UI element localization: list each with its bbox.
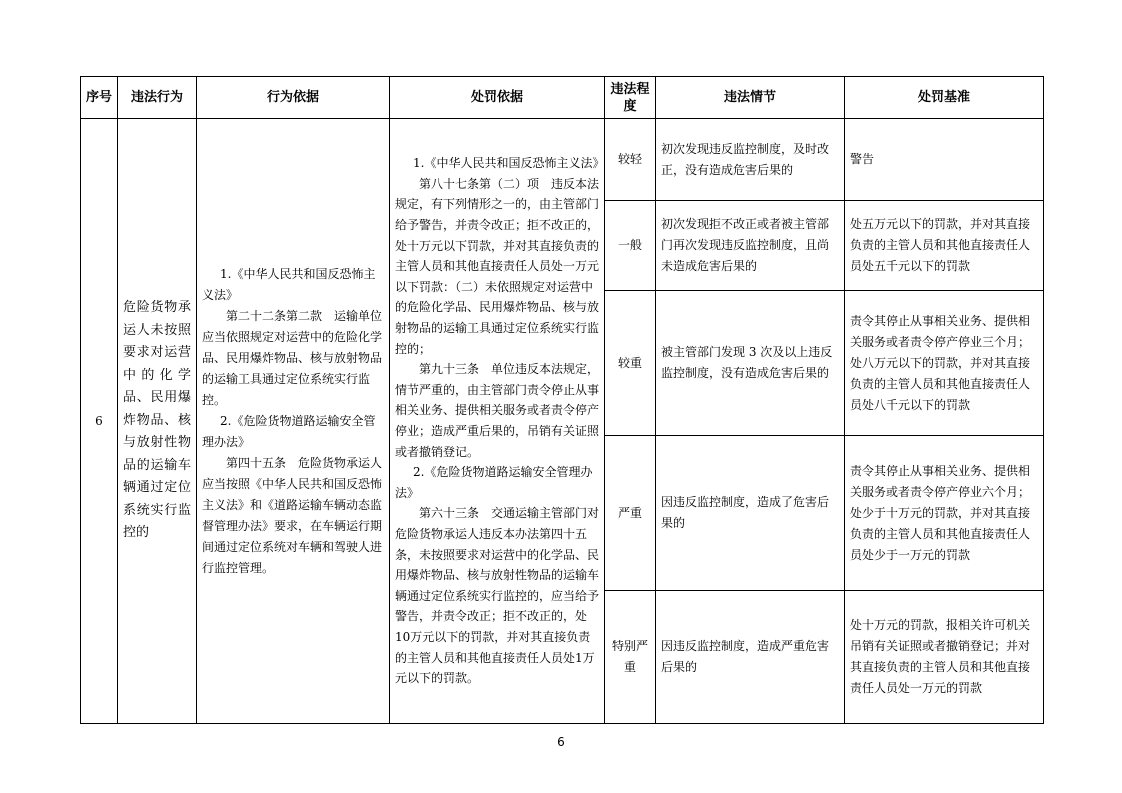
- basis-para: 2.《危险货物道路运输安全管理办法》: [202, 413, 376, 449]
- penalty-basis: [390, 119, 605, 724]
- basis-para: 第二十二条第二款 运输单位应当依照规定对运营中的危险化学品、民用爆炸物品、核与放射物品的运输工具通过定位系统实行监控。: [202, 308, 383, 407]
- penalty-para: 2.《危险货物道路运输安全管理办法》: [395, 465, 593, 500]
- degree-cell: 一般: [605, 201, 656, 291]
- page-number: 6: [557, 735, 565, 749]
- violation-act: 危险货物承运人未按照要求对运营中的化学品、民用爆炸物品、核与放射性物品的运输车辆通过定位系统实行监控的: [118, 119, 197, 724]
- degree-cell: 严重: [605, 436, 656, 591]
- header-act: 违法行为: [118, 77, 197, 119]
- penalty-table: [80, 76, 1044, 724]
- penalty-para: 第六十三条 交通运输主管部门对危险货物承运人违反本办法第四十五条，未按照要求对运营中的化学品、民用爆炸物品、核与放射性物品的运输车辆通过定位系统实行监控的，应当给予警告，并责令改正；拒不改正的，处10万元以下的罚款，并对其直接负责的主管人员和其他直接责任人员处1万元以下的罚款。: [395, 506, 600, 686]
- circumstance-cell: 因违反监控制度，造成了危害后果的: [656, 436, 845, 591]
- circumstance-cell: 初次发现违反监控制度，及时改正，没有造成危害后果的: [656, 119, 845, 201]
- header-row: [81, 77, 1044, 119]
- header-penalty-basis: 处罚依据: [390, 77, 605, 119]
- degree-cell: 较轻: [605, 119, 656, 201]
- header-basis: 行为依据: [197, 77, 390, 119]
- table-row: [81, 119, 1044, 201]
- circumstance-cell: 初次发现拒不改正或者被主管部门再次发现违反监控制度，且尚未造成危害后果的: [656, 201, 845, 291]
- header-standard: 处罚基准: [845, 77, 1044, 119]
- standard-cell: 处五万元以下的罚款，并对其直接负责的主管人员和其他直接责任人员处五千元以下的罚款: [845, 201, 1044, 291]
- standard-cell: 责令其停止从事相关业务、提供相关服务或者责令停产停业三个月；处八万元以下的罚款，并对其直接负责的主管人员和其他直接责任人员处八千元以下的罚款: [845, 291, 1044, 436]
- circumstance-cell: 因违反监控制度，造成严重危害后果的: [656, 591, 845, 724]
- degree-cell: 较重: [605, 291, 656, 436]
- row-index: 6: [81, 119, 118, 724]
- standard-cell: 责令其停止从事相关业务、提供相关服务或者责令停产停业六个月；处少于十万元的罚款，并对其直接负责的主管人员和其他直接责任人员处少于一万元的罚款: [845, 436, 1044, 591]
- basis-para: 第四十五条 危险货物承运人应当按照《中华人民共和国反恐怖主义法》和《道路运输车辆动态监督管理办法》要求，在车辆运行期间通过定位系统对车辆和驾驶人进行监控管理。: [202, 455, 383, 575]
- header-circumstance: 违法情节: [656, 77, 845, 119]
- basis-para: 1.《中华人民共和国反恐怖主义法》: [202, 266, 376, 302]
- penalty-para: 1.《中华人民共和国反恐怖主义法》: [413, 156, 605, 171]
- circumstance-cell: 被主管部门发现 3 次及以上违反监控制度，没有造成危害后果的: [656, 291, 845, 436]
- degree-cell: 特别严重: [605, 591, 656, 724]
- penalty-para: 第九十三条 单位违反本法规定，情节严重的，由主管部门责令停止从事相关业务、提供相关服务或者责令停产停业；造成严重后果的，吊销有关证照或者撤销登记。: [395, 362, 600, 459]
- header-index: 序号: [81, 77, 118, 119]
- act-basis: [197, 119, 390, 724]
- header-degree: 违法程度: [605, 77, 656, 119]
- standard-cell: 处十万元的罚款，报相关许可机关吊销有关证照或者撤销登记；并对其直接负责的主管人员和其他直接责任人员处一万元的罚款: [845, 591, 1044, 724]
- standard-cell: 警告: [845, 119, 1044, 201]
- penalty-para: 第八十七条第（二）项 违反本法规定，有下列情形之一的，由主管部门给予警告，并责令改正；拒不改正的，处十万元以下罚款，并对其直接负责的主管人员和其他直接责任人员处一万元以下罚款：（二）未依照规定对运营中的危险化学品、民用爆炸物品、核与放射物品的运输工具通过定位系统实行监控的；: [395, 176, 600, 356]
